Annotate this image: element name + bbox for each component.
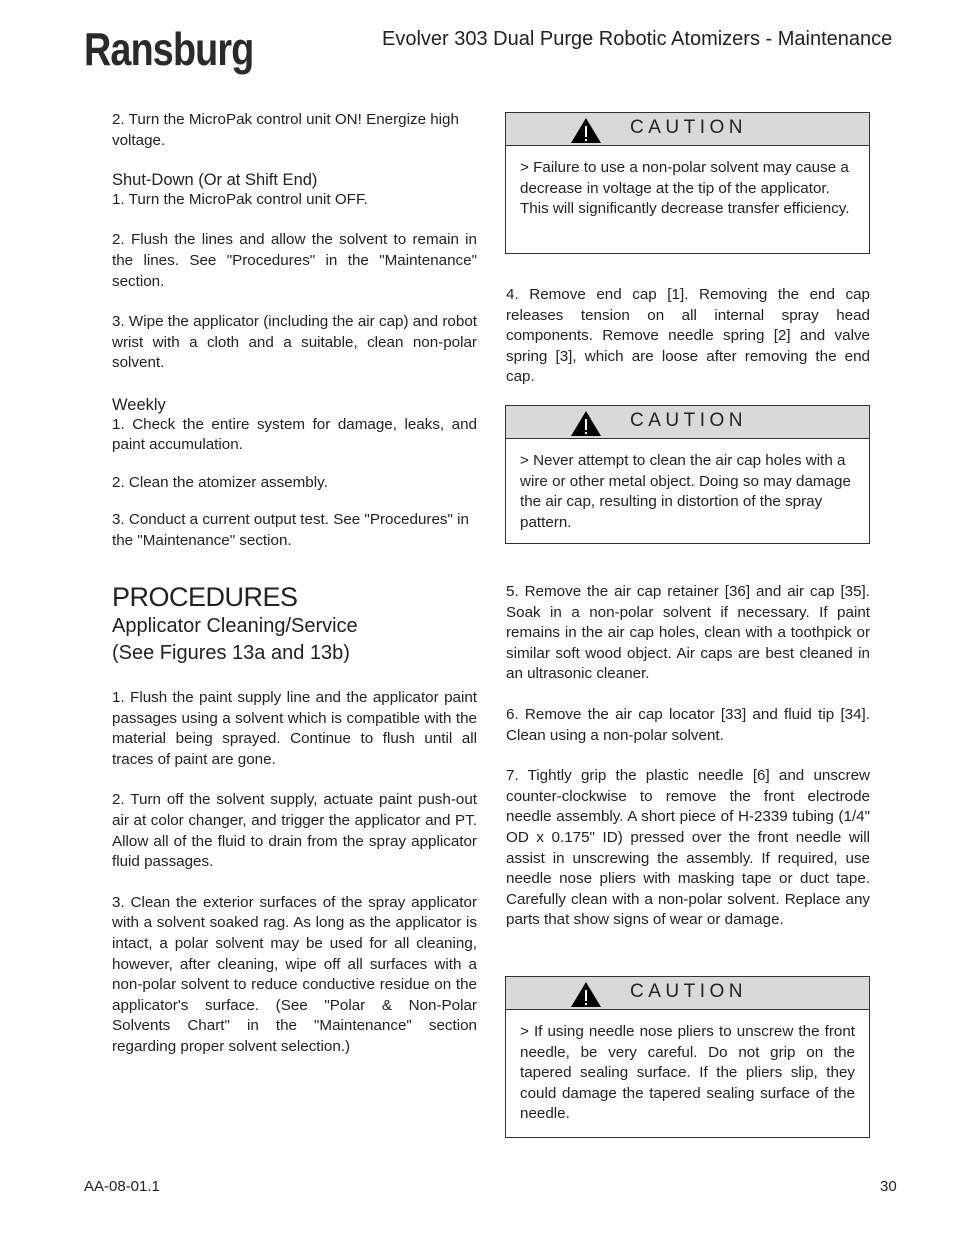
weekly-step-2: 2. Clean the atomizer assembly. — [112, 473, 328, 491]
step-7: 7. Tightly grip the plastic needle [6] and unscrew counter-clockwise to remove the front electrode needle assembly. A short piece of H-2339 tubing (1/4" OD x 0.175" ID) pressed over the front needle will assist in unscrewing the assembly. If required, use needle nose pliers with masking tape or duct tape. Carefully clean with a non-polar solvent. Replace any parts that show signs of wear or damage. — [506, 767, 870, 929]
caution-box-solvent — [505, 112, 870, 254]
caution-text: > Never attempt to clean the air cap holes with a wire or other metal object. Doing so may damage the air cap, resulting in distortion of the spray pattern. — [520, 452, 851, 531]
step-5: 5. Remove the air cap retainer [36] and air cap [35]. Soak in a non-polar solvent if necessary. If paint remains in the air cap holes, clean with a toothpick or similar soft wood object. Air caps are best cleaned in an ultrasonic cleaner. — [506, 583, 870, 683]
warning-triangle-icon — [570, 117, 602, 144]
step-4-block — [506, 285, 870, 388]
weekly-step-1: 1. Check the entire system for damage, leaks, and paint accumulation. — [112, 415, 477, 454]
figures-reference-heading: (See Figures 13a and 13b) — [112, 642, 350, 664]
steps-5-7-block — [506, 582, 870, 931]
procedure-step-3: 3. Clean the exterior surfaces of the spray applicator with a solvent soaked rag. As long as the applicator is intact, a polar solvent may be used for all cleaning, however, after cleaning, wipe off all surfaces with a non-polar solvent to reduce conductive residue on the applicator's surface. (See "Polar & Non-Polar Solvents Chart" in the "Maintenance" section regarding proper solvent selection.) — [112, 893, 477, 1055]
page-number: 30 — [880, 1178, 897, 1195]
procedures-steps — [112, 688, 477, 1058]
ransburg-logo: Ransburg — [84, 23, 254, 75]
caution-box-pliers — [505, 976, 870, 1138]
caution-header — [506, 977, 869, 1010]
page-title: Evolver 303 Dual Purge Robotic Atomizers - Maintenance — [382, 28, 893, 50]
caution-label: CAUTION — [630, 981, 747, 1002]
applicator-cleaning-heading: Applicator Cleaning/Service — [112, 615, 358, 637]
procedures-section — [112, 582, 477, 667]
step-4: 4. Remove end cap [1]. Removing the end cap releases tension on all internal spray head components. Remove needle spring [2] and valve spring [3], which are loose after removing the end cap. — [506, 286, 870, 386]
caution-header — [506, 113, 869, 146]
caution-box-air-cap — [505, 405, 870, 544]
warning-triangle-icon — [570, 410, 602, 437]
shutdown-step-2: 2. Flush the lines and allow the solvent to remain in the lines. See "Procedures" in the "Maintenance" section. — [112, 231, 477, 290]
caution-header — [506, 406, 869, 439]
caution-text: > If using needle nose pliers to unscrew the front needle, be very careful. Do not grip on the tapered sealing surface. If the pliers slip, they could damage the tapered sealing surface of the needle. — [520, 1023, 855, 1123]
shutdown-heading: Shut-Down (Or at Shift End) — [112, 171, 318, 190]
procedure-step-2: 2. Turn off the solvent supply, actuate paint push-out air at color changer, and trigger the applicator and PT. Allow all of the fluid to drain from the spray applicator fluid passages. — [112, 791, 477, 871]
caution-label: CAUTION — [630, 117, 747, 138]
shutdown-step-3: 3. Wipe the applicator (including the air cap) and robot wrist with a cloth and a suitable, clean non-polar solvent. — [112, 313, 477, 372]
left-column — [112, 110, 477, 552]
weekly-step-3: 3. Conduct a current output test. See "Procedures" in the "Maintenance" section. — [112, 511, 469, 549]
step-6: 6. Remove the air cap locator [33] and fluid tip [34]. Clean using a non-polar solvent. — [506, 705, 870, 744]
procedures-heading: PROCEDURES — [112, 582, 298, 612]
warning-triangle-icon — [570, 981, 602, 1008]
weekly-heading: Weekly — [112, 395, 166, 414]
shutdown-step-1: 1. Turn the MicroPak control unit OFF. — [112, 190, 368, 208]
caution-text: > Failure to use a non-polar solvent may cause a decrease in voltage at the tip of the applicator. This will significantly decrease transfer efficiency. — [520, 159, 850, 218]
energize-paragraph: 2. Turn the MicroPak control unit ON! Energize high voltage. — [112, 111, 459, 149]
document-number: AA-08-01.1 — [84, 1178, 160, 1195]
caution-label: CAUTION — [630, 410, 747, 431]
procedure-step-1: 1. Flush the paint supply line and the applicator paint passages using a solvent which is compatible with the material being sprayed. Continue to flush until all traces of paint are gone. — [112, 689, 477, 768]
